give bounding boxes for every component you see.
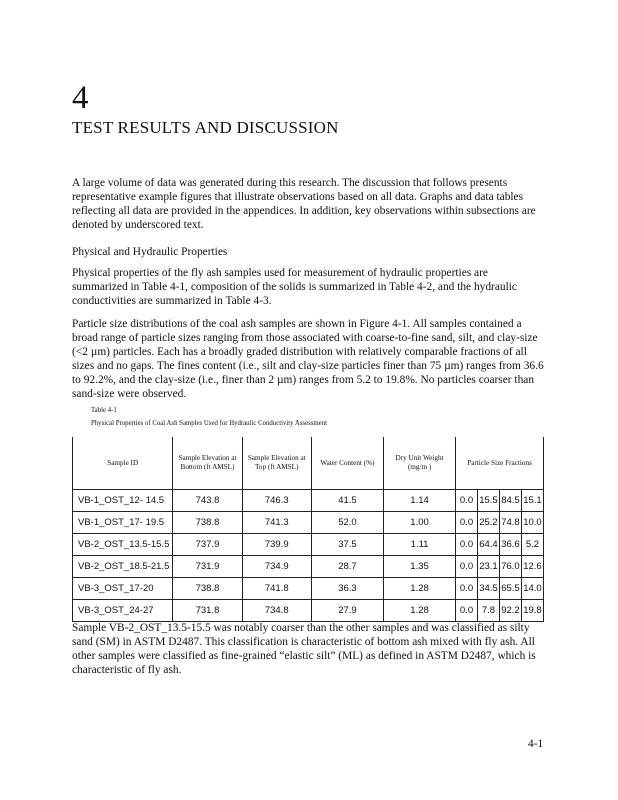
cell-fraction-1: 0.0 — [456, 512, 478, 534]
cell-water-content: 41.5 — [311, 490, 383, 512]
cell-fraction-2: 23.1 — [477, 556, 499, 578]
header-dry-unit-weight: Dry Unit Weight (mg/m ) — [384, 437, 456, 490]
cell-elevation-top: 734.8 — [242, 600, 311, 622]
cell-fraction-4: 10.0 — [521, 512, 543, 534]
header-elevation-top: Sample Elevation at Top (ft AMSL) — [242, 437, 311, 490]
cell-sample-id: VB-2_OST_13.5-15.5 — [73, 534, 173, 556]
cell-fraction-4: 14.0 — [521, 578, 543, 600]
cell-fraction-3: 65.5 — [499, 578, 521, 600]
cell-fraction-4: 5.2 — [521, 534, 543, 556]
cell-sample-id: VB-3_OST_17-20 — [73, 578, 173, 600]
chapter-number: 4 — [72, 80, 89, 116]
physical-properties-paragraph: Physical properties of the fly ash samples used for measurement of hydraulic properties are summarized in Table 4-1, composition of the solids is summarized in Table 4-2, and the hydraulic conductivities are summarized in Table 4-3. — [72, 267, 517, 307]
cell-elevation-bottom: 731.9 — [173, 556, 242, 578]
cell-fraction-3: 84.5 — [499, 490, 521, 512]
cell-fraction-3: 74.8 — [499, 512, 521, 534]
cell-elevation-bottom: 743.8 — [173, 490, 242, 512]
header-particle-size-fractions: Particle Size Fractions — [456, 437, 544, 490]
cell-fraction-1: 0.0 — [456, 534, 478, 556]
cell-dry-unit-weight: 1.14 — [384, 490, 456, 512]
intro-paragraph: A large volume of data was generated during this research. The discussion that follows presents representative example figures that illustrate observations based on all data. Graphs and data tables reflecting all data are provided in the appendices. In addition, key observations within subsections are denoted by underscored text. — [72, 177, 536, 231]
cell-fraction-3: 92.2 — [499, 600, 521, 622]
table-number: Table 4-1 — [91, 407, 117, 414]
cell-fraction-1: 0.0 — [456, 556, 478, 578]
cell-dry-unit-weight: 1.35 — [384, 556, 456, 578]
cell-dry-unit-weight: 1.11 — [384, 534, 456, 556]
cell-fraction-2: 15.5 — [477, 490, 499, 512]
properties-table — [72, 437, 544, 622]
cell-sample-id: VB-1_OST_17- 19.5 — [73, 512, 173, 534]
particle-size-paragraph: Particle size distributions of the coal ash samples are shown in Figure 4-1. All samples contained a broad range of particle sizes ranging from those associated with coarse-to-fine sand, silt, and clay-size (<2 µm) particles. Each has a broadly graded distribution with relatively comparable fractions of all sizes and no gaps. The fines content (i.e., silt and clay-size particles finer than 75 µm) ranges from 36.6 to 92.2%, and the clay-size (i.e., finer than 2 µm) ranges from 5.2 to 19.8%. No particles coarser than sand-size were observed. — [72, 318, 544, 400]
cell-fraction-1: 0.0 — [456, 490, 478, 512]
cell-elevation-top: 734.9 — [242, 556, 311, 578]
table-row — [73, 534, 544, 556]
cell-fraction-3: 36.6 — [499, 534, 521, 556]
cell-water-content: 28.7 — [311, 556, 383, 578]
cell-elevation-bottom: 738.8 — [173, 578, 242, 600]
chapter-title: TEST RESULTS AND DISCUSSION — [72, 118, 339, 137]
cell-elevation-bottom: 737.9 — [173, 534, 242, 556]
cell-water-content: 37.5 — [311, 534, 383, 556]
classification-paragraph: Sample VB-2_OST_13.5-15.5 was notably coarser than the other samples and was classified as silty sand (SM) in ASTM D2487. This classification is characteristic of bottom ash mixed with fly ash. All other samples were classified as fine-grained “elastic silt” (ML) as defined in ASTM D2487, which is characteristic of fly ash. — [72, 622, 536, 676]
cell-fraction-2: 25.2 — [477, 512, 499, 534]
cell-fraction-2: 34.5 — [477, 578, 499, 600]
cell-elevation-top: 741.8 — [242, 578, 311, 600]
cell-fraction-4: 12.6 — [521, 556, 543, 578]
table-row — [73, 512, 544, 534]
cell-water-content: 27.9 — [311, 600, 383, 622]
cell-dry-unit-weight: 1.28 — [384, 600, 456, 622]
header-sample-id: Sample ID — [73, 437, 173, 490]
cell-fraction-3: 76.0 — [499, 556, 521, 578]
table-row — [73, 490, 544, 512]
cell-elevation-bottom: 731.8 — [173, 600, 242, 622]
cell-elevation-bottom: 738.8 — [173, 512, 242, 534]
cell-fraction-1: 0.0 — [456, 578, 478, 600]
table-row — [73, 578, 544, 600]
cell-water-content: 52.0 — [311, 512, 383, 534]
cell-fraction-2: 64.4 — [477, 534, 499, 556]
cell-fraction-4: 19.8 — [521, 600, 543, 622]
cell-sample-id: VB-1_OST_12- 14.5 — [73, 490, 173, 512]
table-header-row — [73, 437, 544, 490]
table-row — [73, 600, 544, 622]
table-row — [73, 556, 544, 578]
cell-elevation-top: 746.3 — [242, 490, 311, 512]
header-elevation-bottom: Sample Elevation at Bottom (ft AMSL) — [173, 437, 242, 490]
cell-elevation-top: 741.3 — [242, 512, 311, 534]
page-number: 4-1 — [528, 738, 544, 750]
cell-elevation-top: 739.9 — [242, 534, 311, 556]
cell-fraction-1: 0.0 — [456, 600, 478, 622]
cell-water-content: 36.3 — [311, 578, 383, 600]
cell-dry-unit-weight: 1.28 — [384, 578, 456, 600]
cell-fraction-4: 15.1 — [521, 490, 543, 512]
header-water-content: Water Content (%) — [311, 437, 383, 490]
section-heading: Physical and Hydraulic Properties — [72, 246, 228, 258]
cell-fraction-2: 7.8 — [477, 600, 499, 622]
cell-sample-id: VB-2_OST_18.5-21.5 — [73, 556, 173, 578]
table-title: Physical Properties of Coal Ash Samples Used for Hydraulic Conductivity Assessment — [91, 420, 327, 427]
cell-dry-unit-weight: 1.00 — [384, 512, 456, 534]
cell-sample-id: VB-3_OST_24-27 — [73, 600, 173, 622]
